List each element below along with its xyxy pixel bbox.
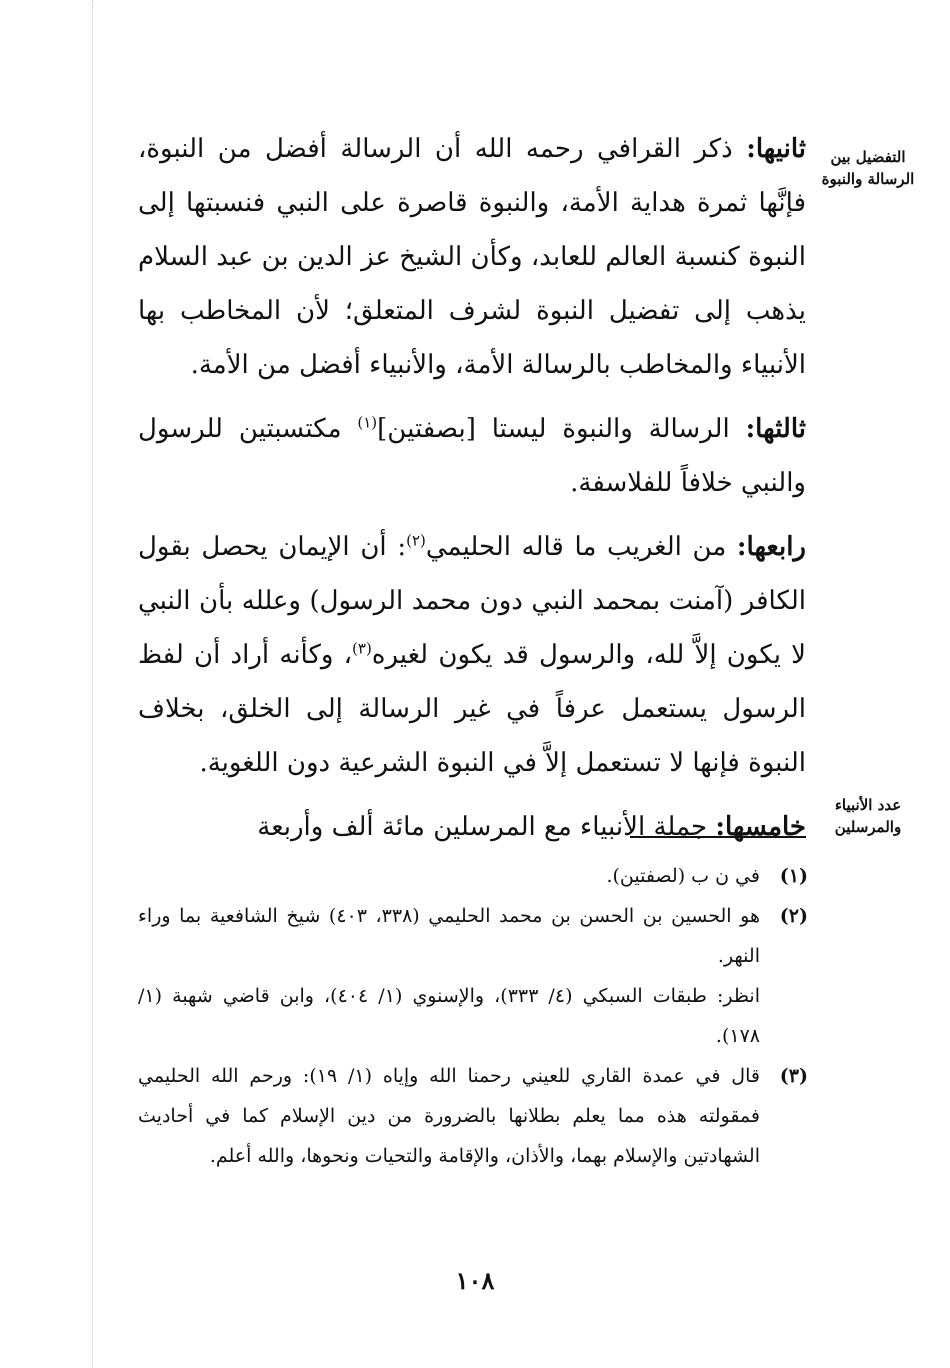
footnote-line: هو الحسين بن الحسن بن محمد الحليمي (٣٣٨، ٤٠٣) شيخ الشافعية بما وراء النهر. — [138, 905, 761, 967]
footnote-body — [138, 856, 760, 896]
paragraph-text: جملة الأنبياء مع المرسلين مائة ألف وأربعة — [257, 812, 716, 842]
paragraph-second — [138, 122, 806, 392]
main-text — [138, 122, 806, 864]
footnote-number: (٣) — [779, 1065, 808, 1087]
footnote-ref[interactable]: (٢) — [406, 531, 426, 550]
footnote-1 — [138, 856, 808, 896]
footnote-line: قال في عمدة القاري للعيني رحمنا الله وإياه (١/ ١٩): ورحم الله الحليمي فمقولته هذه مما يعلم بطلانها بالضرورة من دين الإسلام كما في أحاديث الشهادتين والإسلام بهما، والأذان، والإقامة والتحيات ونحوها، والله أعلم. — [138, 1065, 760, 1167]
footnote-number: (١) — [779, 865, 808, 887]
footnote-line: في ن ب (لصفتين). — [606, 865, 760, 887]
footnote-number: (٢) — [779, 905, 808, 927]
footnote-line: انظر: طبقات السبكي (٤/ ٣٣٣)، والإسنوي (١/ ٤٠٤)، وابن قاضي شهبة (١/ ١٧٨). — [138, 985, 761, 1047]
paragraph-fourth — [138, 520, 806, 790]
paragraph-lead: خامسها: — [715, 812, 806, 842]
footnote-body — [138, 1056, 760, 1176]
footnote-ref[interactable]: (٣) — [352, 639, 372, 658]
footnote-2 — [138, 896, 808, 1056]
paragraph-lead: ثانيها: — [746, 134, 806, 164]
footnote-3 — [138, 1056, 808, 1176]
footnotes — [138, 856, 808, 1176]
paragraph-text: ذكر القرافي رحمه الله أن الرسالة أفضل من النبوة، فإنَّها ثمرة هداية الأمة، والنبوة قاصرة على النبي فنسبتها إلى النبوة كنسبة العالم للعابد، وكأن الشيخ عز الدين بن عبد السلام يذهب إلى تفضيل النبوة لشرف المتعلق؛ لأن المخاطب بها الأنبياء والمخاطب بالرسالة الأمة، والأنبياء أفضل من الأمة. — [138, 134, 806, 380]
paragraph-text: مكتسبتين للرسول والنبي خلافاً للفلاسفة. — [138, 414, 806, 498]
paragraph-lead: رابعها: — [736, 532, 806, 562]
footnote-divider — [630, 836, 806, 838]
paragraph-text: الرسالة والنبوة ليستا [بصفتين] — [377, 414, 746, 444]
margin-note-prophets-count: عدد الأنبياء والمرسلين — [834, 796, 902, 836]
page-number: ١٠٨ — [455, 1266, 495, 1295]
scan-edge-line — [92, 0, 93, 1368]
paragraph-text: : أن الإيمان يحصل بقول الكافر (آمنت بمحمد النبي دون محمد الرسول) وعلله بأن النبي لا يكون إلاَّ لله، والرسول قد يكون لغيره — [138, 532, 807, 670]
paragraph-third — [138, 402, 806, 510]
paragraph-lead: ثالثها: — [745, 414, 806, 444]
margin-note-virtue: التفضيل بين الرسالة والنبوة — [821, 148, 915, 188]
paragraph-text: من الغريب ما قاله الحليمي — [425, 532, 737, 562]
footnote-ref[interactable]: (١) — [357, 413, 378, 432]
paragraph-text: ، وكأنه أراد أن لفظ الرسول يستعمل عرفاً في غير الرسالة إلى الخلق، بخلاف النبوة فإنها لا تستعمل إلاَّ في النبوة الشرعية دون اللغوية. — [138, 640, 806, 778]
paragraph-fifth — [138, 800, 806, 854]
footnote-body — [138, 896, 760, 1056]
